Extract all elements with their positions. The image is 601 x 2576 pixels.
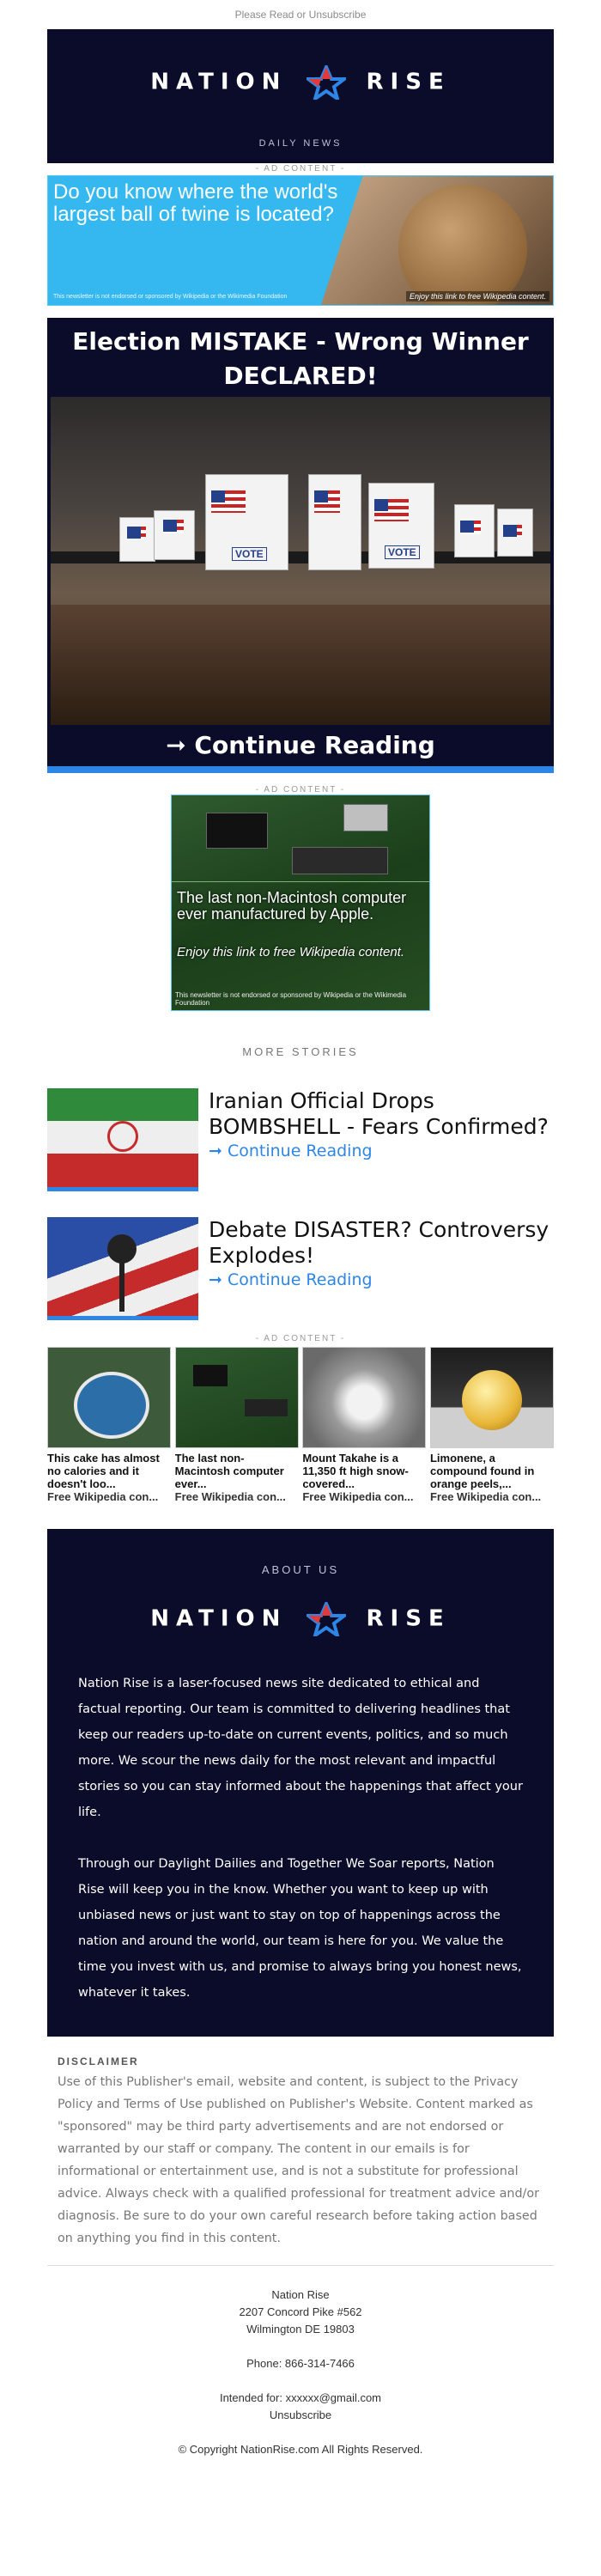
- ad-grid: [47, 1347, 554, 1503]
- footer: [47, 2266, 554, 2458]
- ad-grid-cell[interactable]: [175, 1347, 299, 1503]
- voting-booth: [154, 510, 195, 560]
- voting-booth: [454, 504, 495, 557]
- twine-ball-image: [398, 185, 527, 306]
- circuit-chip: [292, 847, 388, 874]
- ad-content-label: - AD CONTENT -: [255, 1334, 346, 1343]
- debate-microphone-thumbnail[interactable]: [47, 1217, 198, 1320]
- ad-grid-source: Free Wikipedia con...: [174, 1490, 286, 1503]
- story-title[interactable]: Iranian Official Drops BOMBSHELL - Fears Confirmed?: [209, 1088, 549, 1139]
- ad-content-label: - AD CONTENT -: [255, 164, 346, 174]
- read-or-unsubscribe-link[interactable]: Please Read or Unsubscribe: [234, 9, 367, 21]
- main-story-accent-bar: [47, 766, 554, 773]
- ad-grid-source: Free Wikipedia con...: [429, 1490, 542, 1503]
- vote-sign: VOTE: [232, 547, 267, 561]
- circuit-board-image: [175, 1347, 299, 1448]
- cake-image: [47, 1347, 171, 1448]
- story-continue-link[interactable]: ➞ Continue Reading: [209, 1270, 373, 1289]
- ad-grid-caption: This cake has almost no calories and it doesn't loo...: [47, 1452, 160, 1490]
- about-section: [47, 1529, 554, 2037]
- ad-twine-question: Do you know where the world's largest ball of twine is located?: [53, 180, 338, 226]
- footer-address-line-2: Wilmington DE 19803: [246, 2323, 355, 2335]
- footer-address-line-1: 2207 Concord Pike #562: [239, 2305, 362, 2318]
- ad-twine-enjoy-link[interactable]: Enjoy this link to free Wikipedia content.: [406, 291, 549, 301]
- ad-apple-disclaimer: This newsletter is not endorsed or sponsored by Wikipedia or the Wikimedia Foundation: [175, 991, 407, 1007]
- about-paragraph-2: Through our Daylight Dailies and Together We Soar reports, Nation Rise will keep you in the know. Whether you want to keep up with unbiased news or just want to stay on top of happenings across the nation and around the world, our team is here for you. We value the time you invest with us, and promise to always bring you honest news, whatever it takes.: [78, 1857, 522, 2000]
- voting-booth: [497, 509, 533, 557]
- limonene-image: [430, 1347, 554, 1448]
- brand-left-text: NATION: [150, 1605, 288, 1632]
- ad-grid-caption: Limonene, a compound found in orange peels,...: [429, 1452, 535, 1490]
- ad-grid-cell[interactable]: [430, 1347, 554, 1503]
- mount-takahe-image: [302, 1347, 426, 1448]
- ad-grid-caption: Mount Takahe is a 11,350 ft high snow-covered...: [302, 1452, 409, 1490]
- about-heading: ABOUT US: [261, 1563, 340, 1576]
- voting-booth: [308, 474, 361, 570]
- disclaimer-text: Use of this Publisher's email, website and content, is subject to the Privacy Policy and Terms of Use published on Publisher's Website. Content marked as "sponsored" may be third party advertisements and are not endorsed or warranted by our staff or company. The content in our emails is for informational or entertainment use, and is not a substitute for professional advice. Always check with a qualified professional for treatment advice and/or diagnosis. Be sure to do your own careful research before taking action based on anything you find in this content.: [58, 2075, 539, 2245]
- preheader: [0, 0, 601, 29]
- disclaimer-section: [47, 2037, 554, 2250]
- voting-booth: [119, 517, 155, 562]
- brand-left-text: NATION: [150, 69, 288, 95]
- daily-news-label: DAILY NEWS: [47, 134, 554, 163]
- ad-grid-caption: The last non-Macintosh computer ever...: [174, 1452, 284, 1490]
- main-story-headline[interactable]: Election MISTAKE - Wrong Winner DECLARED!: [72, 327, 529, 390]
- star-logo-icon: [307, 65, 346, 100]
- ad-apple-title: The last non-Macintosh computer ever manufactured by Apple.: [177, 889, 407, 923]
- ad-grid-source: Free Wikipedia con...: [302, 1490, 414, 1503]
- ad-apple-enjoy-link[interactable]: Enjoy this link to free Wikipedia content.: [177, 945, 404, 959]
- voting-booth: [205, 474, 288, 570]
- vote-sign: VOTE: [385, 545, 420, 559]
- header-banner: [47, 29, 554, 134]
- footer-unsubscribe-link[interactable]: Unsubscribe: [269, 2409, 332, 2421]
- ad-apple-computer[interactable]: [171, 795, 430, 1011]
- footer-copyright: © Copyright NationRise.com All Rights Reserved.: [178, 2443, 423, 2456]
- main-story-continue-link[interactable]: ➞ Continue Reading: [166, 731, 435, 759]
- circuit-chip: [343, 804, 388, 831]
- about-brand-logo[interactable]: [78, 1602, 523, 1636]
- ad-twine-disclaimer: This newsletter is not endorsed or sponsored by Wikipedia or the Wikimedia Foundation: [53, 294, 288, 300]
- story-item-text: [198, 1217, 554, 1320]
- iran-flag-thumbnail[interactable]: [47, 1088, 198, 1191]
- footer-intended-for: Intended for: xxxxxx@gmail.com: [219, 2391, 382, 2404]
- disclaimer-heading: DISCLAIMER: [58, 2055, 139, 2067]
- voting-booth: [368, 483, 434, 569]
- brand-logo[interactable]: [47, 65, 554, 100]
- circuit-chip: [206, 813, 268, 849]
- ad-grid-cell[interactable]: [302, 1347, 426, 1503]
- footer-phone: Phone: 866-314-7466: [246, 2357, 355, 2370]
- story-continue-link[interactable]: ➞ Continue Reading: [209, 1142, 373, 1160]
- more-stories-heading: MORE STORIES: [242, 1045, 359, 1058]
- brand-right-text: RISE: [366, 1605, 451, 1632]
- voting-booths-image[interactable]: [51, 397, 550, 725]
- brand-right-text: RISE: [366, 69, 451, 95]
- story-item-iran[interactable]: [47, 1088, 554, 1191]
- ad-grid-source: Free Wikipedia con...: [47, 1490, 159, 1503]
- email-body: [47, 29, 554, 2458]
- main-story[interactable]: [47, 318, 554, 773]
- story-item-text: [198, 1088, 554, 1191]
- ad-content-label: - AD CONTENT -: [255, 785, 346, 795]
- story-item-debate[interactable]: [47, 1217, 554, 1320]
- footer-company-name: Nation Rise: [271, 2288, 330, 2301]
- ad-twine-banner[interactable]: [47, 175, 554, 306]
- star-logo-icon: [307, 1602, 346, 1636]
- about-paragraph-1: Nation Rise is a laser-focused news site dedicated to ethical and factual reporting. Our team is committed to delivering headlines that keep our readers up-to-date on current events, politics, and so much more. We scour the news daily for the most relevant and impactful stories so you can stay informed about the happenings that affect your life.: [78, 1677, 523, 1819]
- story-title[interactable]: Debate DISASTER? Controversy Explodes!: [209, 1217, 549, 1268]
- ad-grid-cell[interactable]: [47, 1347, 171, 1503]
